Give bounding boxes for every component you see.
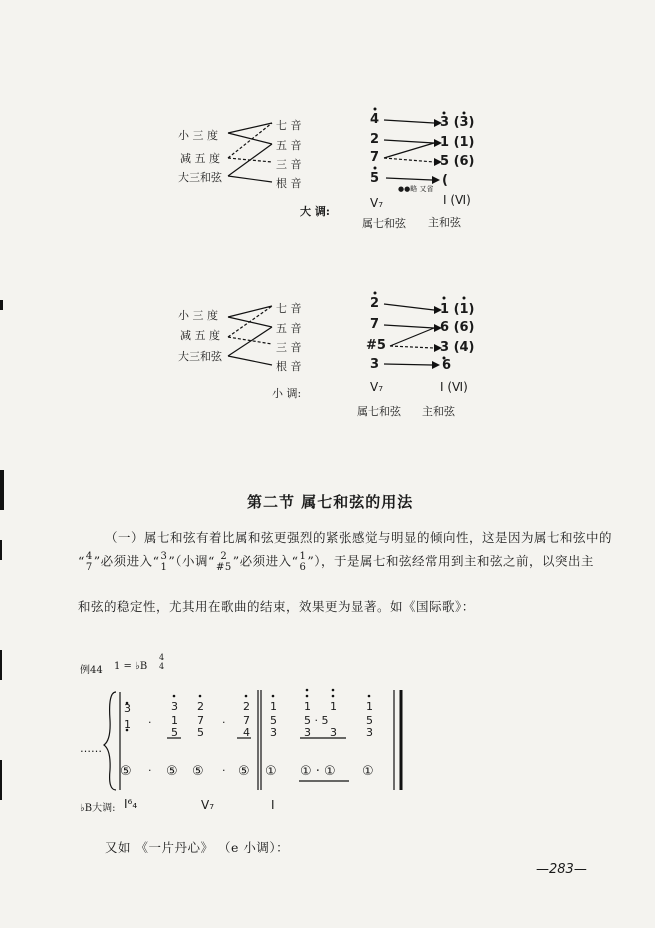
paragraph-text: “ xyxy=(78,553,85,569)
time-top: 4 xyxy=(159,653,165,662)
chord-tone-root: 根 音 xyxy=(276,177,302,190)
analysis-tonic: I xyxy=(271,798,275,812)
paragraph-text: ”必须进入“ xyxy=(232,553,299,569)
note: 3 xyxy=(304,726,311,739)
note: 5 xyxy=(366,714,373,727)
key-label-major: 大 调: xyxy=(300,205,330,218)
note: 3 xyxy=(171,700,178,713)
to-note-5: 5 (6) xyxy=(440,154,475,169)
to-note-1: 1 (1) xyxy=(440,135,475,150)
from-note-7: 7 xyxy=(370,317,380,332)
to-note-3: 3 (4) xyxy=(440,340,475,355)
analysis-tonic64: I⁶₄ xyxy=(124,797,138,811)
interval-label-major-triad: 大三和弦 xyxy=(178,171,222,184)
chord-tone-fifth: 五 音 xyxy=(276,322,302,335)
example-label: 例44 xyxy=(80,665,103,676)
note: 7 xyxy=(243,714,250,727)
interval-label-dim-fifth: 减 五 度 xyxy=(180,329,220,342)
bass-note: ⑤ xyxy=(120,764,132,779)
note: 1 xyxy=(330,700,337,713)
from-note-sharp5: #5 xyxy=(366,338,386,353)
dot: · xyxy=(222,764,226,777)
chord-tone-fifth: 五 音 xyxy=(276,139,302,152)
note: 2 xyxy=(197,700,204,713)
paragraph-line-1: （一）属七和弦有着比属和弦更强烈的紧张感觉与明显的倾向性，这是因为属七和弦中的 xyxy=(105,530,613,545)
chord-tone-root: 根 音 xyxy=(276,360,302,373)
from-note-2: 2 xyxy=(370,132,380,147)
note: 7 xyxy=(197,714,204,727)
to-note-1: 1 (1) xyxy=(440,302,475,317)
from-note-2: 2 xyxy=(370,296,380,311)
from-note-4: 4 xyxy=(370,112,380,127)
chord-name-tonic: 主和弦 xyxy=(428,216,461,229)
fraction-top: 4 xyxy=(85,551,93,562)
leading-dots: …… xyxy=(80,742,102,755)
fraction-top: 1 xyxy=(299,551,307,562)
bass-note: ① xyxy=(265,764,277,779)
dot: · xyxy=(222,716,226,729)
roman-i-vi: I (Ⅵ) xyxy=(440,380,468,394)
bass-note: ⑤ xyxy=(166,764,178,779)
paragraph-text: ”），于是属七和弦经常用到主和弦之前，以突出主 xyxy=(307,553,595,569)
note: 3 xyxy=(330,726,337,739)
roman-i-vi: I (Ⅵ) xyxy=(443,193,471,207)
chord-tone-third: 三 音 xyxy=(276,341,302,354)
bass-note: ⑤ xyxy=(238,764,250,779)
note: 3 xyxy=(270,726,277,739)
note: 1 xyxy=(171,714,178,727)
note: 3 xyxy=(124,702,131,715)
bass-note: ① xyxy=(362,764,374,779)
fraction-bottom: 7 xyxy=(85,562,93,573)
to-note-open: ( xyxy=(442,173,448,188)
note: 5 xyxy=(270,714,277,727)
fraction-top: 3 xyxy=(160,551,168,562)
analysis-key: ♭B大调: xyxy=(80,803,116,814)
next-example-line: 又如 《一片丹心》 （e 小调）： xyxy=(105,840,290,855)
note: 4 xyxy=(243,726,250,739)
paragraph-text: ”必须进入“ xyxy=(93,553,160,569)
roman-v7: V₇ xyxy=(370,380,384,394)
chord-tone-seventh: 七 音 xyxy=(276,302,302,315)
dot: · xyxy=(148,764,152,777)
example-key: 1 = ♭B xyxy=(114,661,148,672)
chord-tone-third: 三 音 xyxy=(276,158,302,171)
note: 1 xyxy=(304,700,311,713)
from-note-7: 7 xyxy=(370,150,380,165)
note: 1 xyxy=(366,700,373,713)
key-label-minor: 小 调: xyxy=(272,387,302,400)
note: 1 xyxy=(270,700,277,713)
note: 3 xyxy=(366,726,373,739)
to-note-3: 3 (3) xyxy=(440,115,475,130)
bass-note: ⑤ xyxy=(192,764,204,779)
time-bottom: 4 xyxy=(159,662,165,671)
analysis-v7: V₇ xyxy=(201,798,215,812)
from-note-5: 5 xyxy=(370,171,380,186)
note: 5 xyxy=(197,726,204,739)
paragraph-text: ”（小调“ xyxy=(168,553,215,569)
interval-label-minor-third: 小 三 度 xyxy=(178,309,218,322)
fraction-top: 2 xyxy=(220,551,228,562)
to-note-6: 6 (6) xyxy=(440,320,475,335)
chord-tone-seventh: 七 音 xyxy=(276,119,302,132)
interval-label-minor-third: 小 三 度 xyxy=(178,129,218,142)
page-number: —283— xyxy=(536,862,587,877)
fraction-bottom: 6 xyxy=(299,562,307,573)
interval-label-major-triad: 大三和弦 xyxy=(178,350,222,363)
note: 1 xyxy=(124,718,131,731)
note: 5 · 5 xyxy=(304,714,329,727)
fraction-bottom: 1 xyxy=(160,562,168,573)
chord-name-tonic: 主和弦 xyxy=(422,405,455,418)
note: 5 xyxy=(171,726,178,739)
from-note-3: 3 xyxy=(370,357,380,372)
fraction-bottom: #5 xyxy=(215,562,232,573)
dot: · xyxy=(148,716,152,729)
roman-v7: V₇ xyxy=(370,196,384,210)
to-note-6-low: 6 xyxy=(442,358,452,373)
chord-name-dominant7: 属七和弦 xyxy=(357,405,401,418)
omitted-note-mark: ●●略 又省 xyxy=(398,185,434,193)
interval-label-dim-fifth: 减 五 度 xyxy=(180,152,220,165)
paragraph-line-3: 和弦的稳定性，尤其用在歌曲的结束，效果更为显著。如《国际歌》： xyxy=(78,599,475,614)
note: 2 xyxy=(243,700,250,713)
bass-note: ① · ① xyxy=(300,764,336,779)
chord-name-dominant7: 属七和弦 xyxy=(362,217,406,230)
section-heading: 第二节 属七和弦的用法 xyxy=(247,493,414,511)
